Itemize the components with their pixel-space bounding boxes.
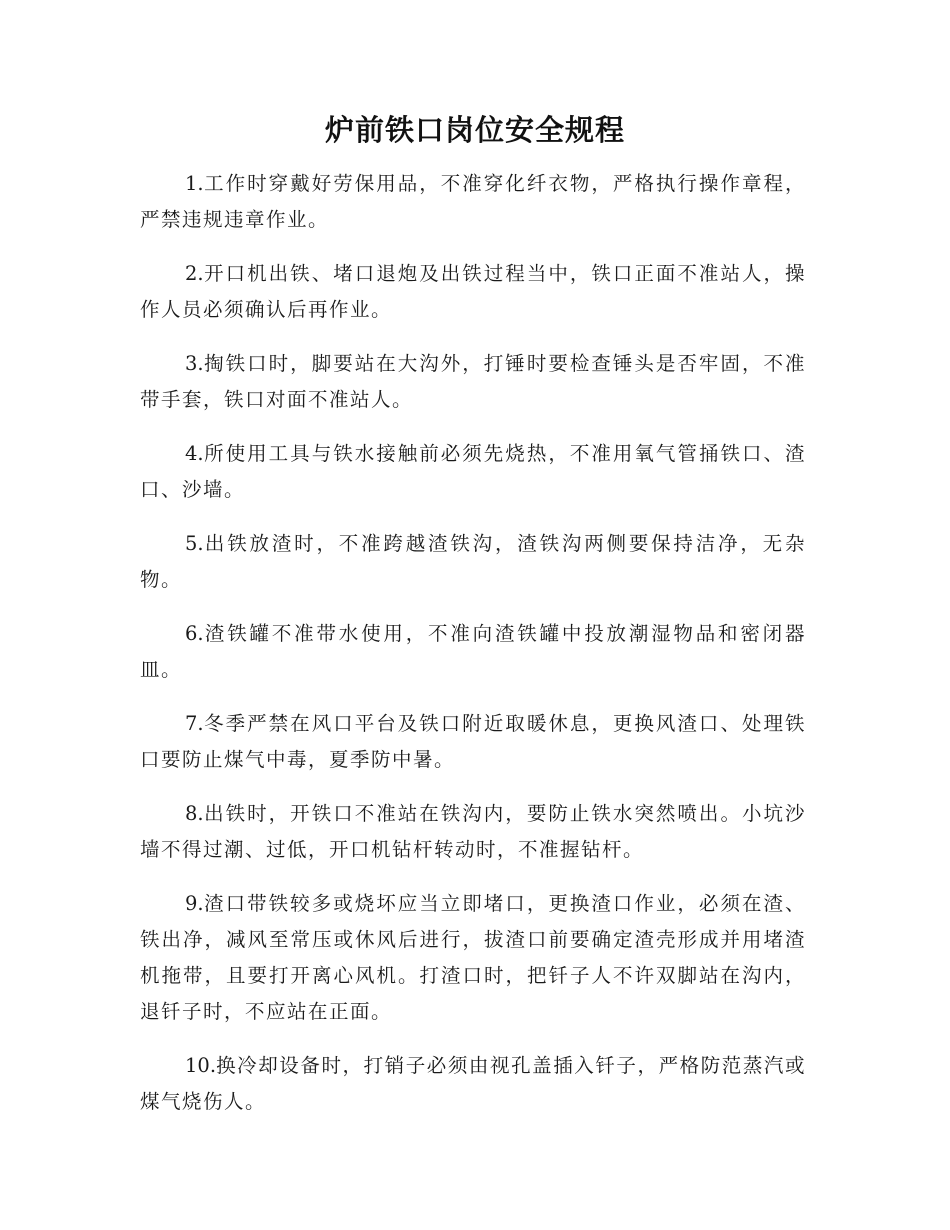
rule-item-1 (140, 166, 806, 238)
rule-item-5 (140, 526, 806, 598)
rule-number: 7. (185, 712, 204, 735)
rule-number: 2. (185, 262, 204, 285)
rule-number: 4. (185, 442, 204, 465)
rule-text: 掏铁口时，脚要站在大沟外，打锤时要检查锤头是否牢固，不准带手套，铁口对面不准站人。 (140, 352, 806, 411)
rule-item-3 (140, 346, 806, 418)
rule-item-7 (140, 706, 806, 778)
rule-item-4 (140, 436, 806, 508)
rule-number: 1. (185, 172, 204, 195)
rule-item-6 (140, 616, 806, 688)
rule-text: 换冷却设备时，打销子必须由视孔盖插入钎子，严格防范蒸汽或煤气烧伤人。 (140, 1054, 806, 1113)
rule-number: 8. (185, 802, 204, 825)
rule-text: 出铁放渣时，不准跨越渣铁沟，渣铁沟两侧要保持洁净，无杂物。 (140, 532, 806, 591)
rule-item-9 (140, 886, 806, 1030)
rule-text: 渣口带铁较多或烧坏应当立即堵口，更换渣口作业，必须在渣、铁出净，减风至常压或休风后进行，拔渣口前要确定渣壳形成并用堵渣机拖带，且要打开离心风机。打渣口时，把钎子人不许双脚站在沟内，退钎子时，不应站在正面。 (140, 892, 806, 1023)
rule-text: 开口机出铁、堵口退炮及出铁过程当中，铁口正面不准站人，操作人员必须确认后再作业。 (140, 262, 806, 321)
rule-number: 5. (185, 532, 204, 555)
rule-item-10 (140, 1048, 806, 1120)
rule-number: 9. (185, 892, 204, 915)
rule-number: 10. (185, 1054, 217, 1077)
rule-text: 工作时穿戴好劳保用品，不准穿化纤衣物，严格执行操作章程，严禁违规违章作业。 (140, 172, 806, 231)
rule-text: 出铁时，开铁口不准站在铁沟内，要防止铁水突然喷出。小坑沙墙不得过潮、过低，开口机钻杆转动时，不准握钻杆。 (140, 802, 806, 861)
rule-text: 冬季严禁在风口平台及铁口附近取暖休息，更换风渣口、处理铁口要防止煤气中毒，夏季防中暑。 (140, 712, 806, 771)
rule-text: 所使用工具与铁水接触前必须先烧热，不准用氧气管捅铁口、渣口、沙墙。 (140, 442, 806, 501)
document-body (140, 166, 806, 1138)
rule-item-2 (140, 256, 806, 328)
document-title: 炉前铁口岗位安全规程 (324, 113, 625, 147)
rule-item-8 (140, 796, 806, 868)
rule-number: 6. (185, 622, 204, 645)
rule-text: 渣铁罐不准带水使用，不准向渣铁罐中投放潮湿物品和密闭器皿。 (140, 622, 806, 681)
rule-number: 3. (185, 352, 204, 375)
